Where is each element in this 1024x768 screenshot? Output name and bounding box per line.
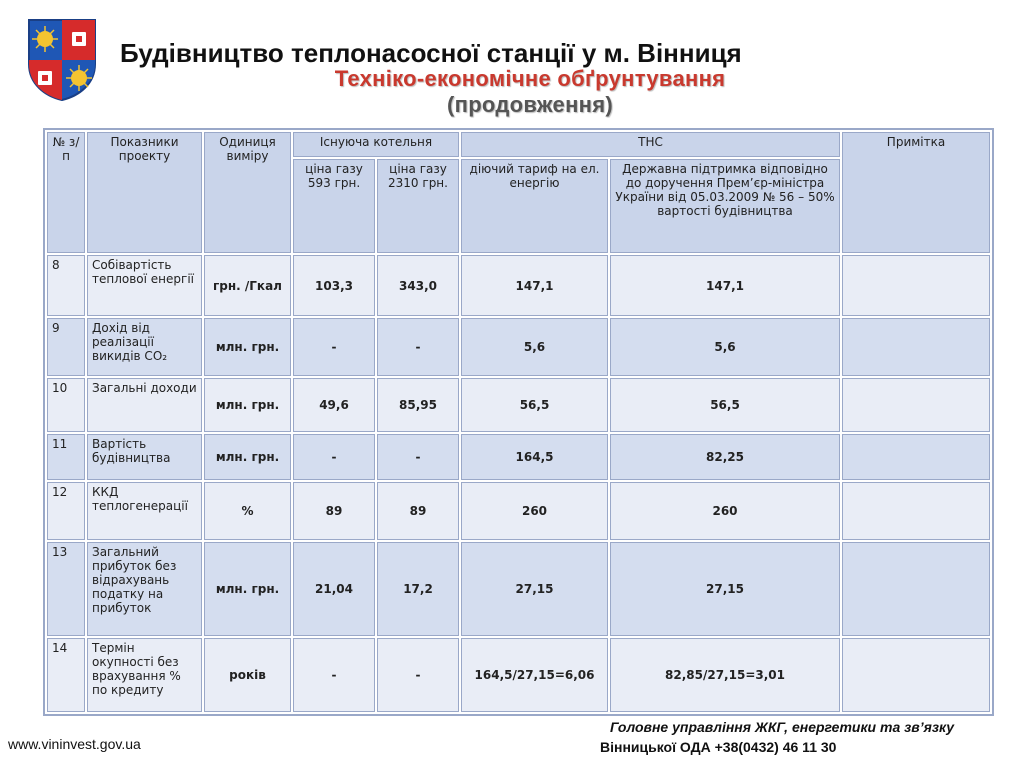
row-indicator: Загальні доходи — [86, 377, 203, 433]
row-gas-593: - — [292, 317, 376, 377]
row-num: 11 — [46, 433, 86, 481]
row-indicator: Собівартість теплової енергії — [86, 254, 203, 317]
row-indicator: ККД теплогенерації — [86, 481, 203, 541]
row-note — [841, 254, 991, 317]
row-unit: млн. грн. — [203, 433, 292, 481]
header-indicator: Показники проекту — [86, 131, 203, 254]
row-indicator: Термін окупності без врахування % по кредиту — [86, 637, 203, 713]
row-note — [841, 377, 991, 433]
table-row — [46, 541, 991, 637]
table-row — [46, 254, 991, 317]
header-ths: ТНС — [460, 131, 841, 158]
row-support: 82,85/27,15=3,01 — [609, 637, 841, 713]
row-support: 5,6 — [609, 317, 841, 377]
row-tariff: 147,1 — [460, 254, 609, 317]
row-note — [841, 637, 991, 713]
row-support: 27,15 — [609, 541, 841, 637]
row-gas-593: 49,6 — [292, 377, 376, 433]
row-gas-593: 103,3 — [292, 254, 376, 317]
row-indicator: Дохід від реалізації викидів CO₂ — [86, 317, 203, 377]
row-note — [841, 481, 991, 541]
row-support: 56,5 — [609, 377, 841, 433]
row-gas-2310: - — [376, 637, 460, 713]
row-gas-2310: 85,95 — [376, 377, 460, 433]
row-tariff: 27,15 — [460, 541, 609, 637]
row-tariff: 5,6 — [460, 317, 609, 377]
row-support: 260 — [609, 481, 841, 541]
row-gas-2310: 343,0 — [376, 254, 460, 317]
row-tariff: 56,5 — [460, 377, 609, 433]
organization-name: Головне управління ЖКГ, енергетики та зв’язку — [610, 719, 955, 735]
row-note — [841, 433, 991, 481]
header-gas-2310: ціна газу 2310 грн. — [376, 158, 460, 254]
website-link[interactable]: www.vininvest.gov.ua — [8, 736, 141, 752]
row-unit: млн. грн. — [203, 541, 292, 637]
row-tariff: 260 — [460, 481, 609, 541]
table-row — [46, 317, 991, 377]
row-num: 13 — [46, 541, 86, 637]
row-tariff: 164,5/27,15=6,06 — [460, 637, 609, 713]
row-tariff: 164,5 — [460, 433, 609, 481]
row-unit: грн. /Гкал — [203, 254, 292, 317]
row-num: 10 — [46, 377, 86, 433]
row-note — [841, 317, 991, 377]
organization-contact — [600, 717, 1020, 757]
table-row — [46, 433, 991, 481]
header-existing-boiler: Існуюча котельня — [292, 131, 460, 158]
row-support: 82,25 — [609, 433, 841, 481]
header-tariff: діючий тариф на ел. енергію — [460, 158, 609, 254]
row-note — [841, 541, 991, 637]
row-gas-2310: 89 — [376, 481, 460, 541]
header-gas-593: ціна газу 593 грн. — [292, 158, 376, 254]
row-gas-2310: 17,2 — [376, 541, 460, 637]
header-state-support: Державна підтримка відповідно до доручення Прем’єр-міністра України від 05.03.2009 № 56 – 50% вартості будівництва — [609, 158, 841, 254]
row-gas-593: 89 — [292, 481, 376, 541]
header-note: Примітка — [841, 131, 991, 254]
row-num: 8 — [46, 254, 86, 317]
row-unit: років — [203, 637, 292, 713]
row-indicator: Вартість будівництва — [86, 433, 203, 481]
header-num: № з/п — [46, 131, 86, 254]
page-subtitle: Техніко-економічне обґрунтування — [334, 66, 726, 91]
row-gas-593: - — [292, 637, 376, 713]
row-gas-593: - — [292, 433, 376, 481]
row-num: 9 — [46, 317, 86, 377]
row-unit: % — [203, 481, 292, 541]
page-subtitle-continuation: (продовження) — [446, 92, 614, 117]
row-gas-593: 21,04 — [292, 541, 376, 637]
economic-indicators-table — [45, 130, 992, 714]
table-row — [46, 481, 991, 541]
row-unit: млн. грн. — [203, 377, 292, 433]
table-row — [46, 377, 991, 433]
row-unit: млн. грн. — [203, 317, 292, 377]
row-support: 147,1 — [609, 254, 841, 317]
page-title: Будівництво теплонасосної станції у м. Вінниця — [120, 38, 742, 68]
row-num: 12 — [46, 481, 86, 541]
row-indicator: Загальний прибуток без відрахувань податку на прибуток — [86, 541, 203, 637]
organization-phone: Вінницької ОДА +38(0432) 46 11 30 — [600, 739, 837, 755]
row-gas-2310: - — [376, 317, 460, 377]
row-num: 14 — [46, 637, 86, 713]
row-gas-2310: - — [376, 433, 460, 481]
header-unit: Одиниця виміру — [203, 131, 292, 254]
table-row — [46, 637, 991, 713]
